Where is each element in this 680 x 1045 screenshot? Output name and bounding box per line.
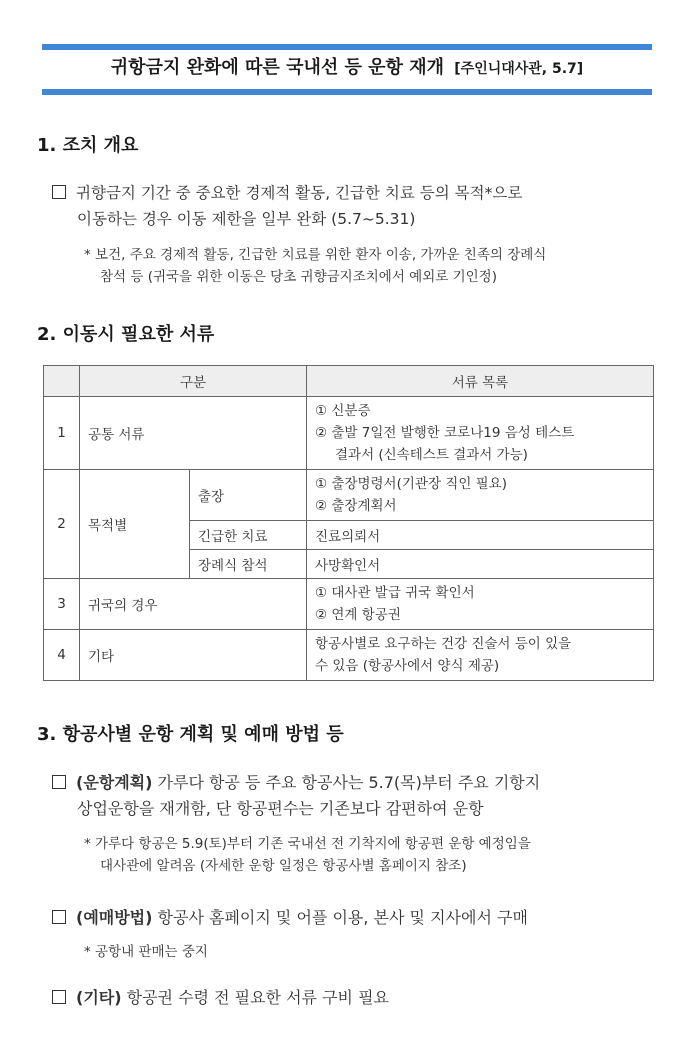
checkbox-square-icon: [52, 910, 66, 924]
header-docs: 서류 목록: [307, 366, 654, 397]
header-category: 구분: [80, 366, 307, 397]
table-row: 2 목적별 출장 ① 출장명령서(기관장 직인 필요) ② 출장계획서: [44, 470, 654, 521]
section3-heading: 3. 항공사별 운항 계획 및 예매 방법 등: [37, 724, 344, 745]
checkbox-square-icon: [52, 990, 66, 1004]
documents-table: [43, 365, 654, 681]
table-row: 장례식 참석 사망확인서: [44, 550, 654, 579]
section3-item1: (운항계획) 가루다 항공 등 주요 항공사는 5.7(목)부터 주요 기항지 상업운항을 재개함, 단 항공편수는 기존보다 감편하여 운항: [52, 770, 540, 822]
table-row: 4 기타 항공사별로 요구하는 건강 진술서 등이 있을 수 있음 (항공사에서 양식 제공): [44, 630, 654, 681]
table-header-row: [44, 366, 654, 397]
section3-item3: (기타) 항공권 수령 전 필요한 서류 구비 필요: [52, 985, 389, 1011]
section1-note: * 보건, 주요 경제적 활동, 긴급한 치료를 위한 환자 이송, 가까운 친족의 장례식 참석 등 (귀국을 위한 이동은 당초 귀향금지조치에서 예외로 기인정): [84, 247, 547, 285]
table-row: 3 귀국의 경우 ① 대사관 발급 귀국 확인서 ② 연계 항공권: [44, 579, 654, 630]
title-source: [주인니대사관, 5.7]: [454, 61, 584, 77]
title-top-rule: [42, 44, 652, 50]
section3-item1-note: * 가루다 항공은 5.9(토)부터 기존 국내선 전 기착지에 항공편 운항 예정임을 대사관에 알려옴 (자세한 운항 일정은 항공사별 홈페이지 참조): [84, 836, 531, 874]
title-bottom-rule: [42, 89, 652, 95]
title-text: 귀항금지 완화에 따른 국내선 등 운항 재개: [110, 57, 444, 78]
section2-heading: 2. 이동시 필요한 서류: [37, 324, 215, 345]
document-title: [42, 53, 652, 79]
header-num-cell: [44, 366, 80, 397]
table-row: 긴급한 치료 진료의뢰서: [44, 521, 654, 550]
table-row: 1 공통 서류 ① 신분증 ② 출발 7일전 발행한 코로나19 음성 테스트 결과서 (신속테스트 결과서 가능): [44, 397, 654, 470]
section3-item2-note: * 공항내 판매는 중지: [84, 944, 208, 960]
section1-heading: 1. 조치 개요: [37, 135, 139, 156]
section3-item2: (예매방법) 항공사 홈페이지 및 어플 이용, 본사 및 지사에서 구매: [52, 905, 528, 931]
section1-bullet: 귀향금지 기간 중 중요한 경제적 활동, 긴급한 치료 등의 목적*으로 이동하는 경우 이동 제한을 일부 완화 (5.7~5.31): [52, 180, 522, 232]
checkbox-square-icon: [52, 775, 66, 789]
checkbox-square-icon: [52, 185, 66, 199]
